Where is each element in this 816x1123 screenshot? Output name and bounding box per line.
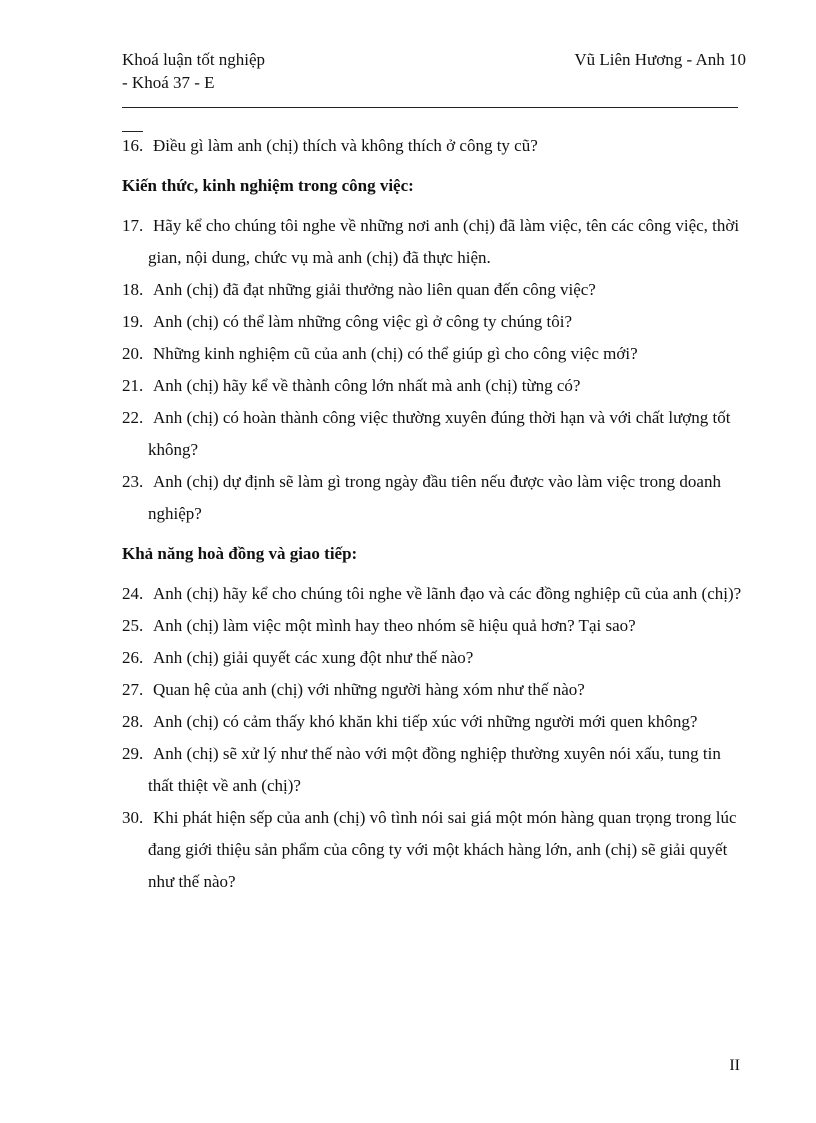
question-number: 22. [122, 408, 144, 427]
question-text: Hãy kể cho chúng tôi nghe về những nơi anh (chị) đã làm việc, tên các công việc, thời gian, nội dung, chức vụ mà anh (chị) đã thực hiện. [148, 216, 740, 267]
question-text: Anh (chị) giải quyết các xung đột như thế nào? [153, 648, 474, 667]
question-item [122, 306, 746, 338]
page-number: II [729, 1057, 740, 1074]
question-item [122, 466, 746, 530]
question-item [122, 130, 746, 162]
question-item [122, 370, 746, 402]
question-text: Anh (chị) hãy kể cho chúng tôi nghe về lãnh đạo và các đồng nghiệp cũ của anh (chị)? [153, 584, 742, 603]
question-item [122, 738, 746, 802]
document-body [122, 130, 746, 898]
question-text: Anh (chị) hãy kể về thành công lớn nhất mà anh (chị) từng có? [153, 376, 581, 395]
question-number: 16. [122, 136, 144, 155]
question-text: Anh (chị) làm việc một mình hay theo nhóm sẽ hiệu quả hơn? Tại sao? [153, 616, 636, 635]
section-title-communication: Khả năng hoà đồng và giao tiếp: [122, 544, 358, 563]
question-number: 23. [122, 472, 144, 491]
header-course: - Khoá 37 - E [122, 73, 215, 92]
section-title-experience: Kiến thức, kinh nghiệm trong công việc: [122, 176, 414, 195]
question-number: 21. [122, 376, 144, 395]
question-item [122, 338, 746, 370]
question-text: Anh (chị) có cảm thấy khó khăn khi tiếp xúc với những người mới quen không? [153, 712, 698, 731]
question-item [122, 674, 746, 706]
question-text: Anh (chị) sẽ xử lý như thế nào với một đồng nghiệp thường xuyên nói xấu, tung tin thất thiệt về anh (chị)? [148, 744, 721, 795]
question-item [122, 610, 746, 642]
question-number: 28. [122, 712, 144, 731]
question-text: Anh (chị) đã đạt những giải thưởng nào liên quan đến công việc? [153, 280, 596, 299]
question-text: Anh (chị) có thể làm những công việc gì ở công ty chúng tôi? [153, 312, 573, 331]
question-item [122, 578, 746, 610]
question-number: 18. [122, 280, 144, 299]
question-number: 26. [122, 648, 144, 667]
question-number: 27. [122, 680, 144, 699]
question-item [122, 210, 746, 274]
header-thesis-title: Khoá luận tốt nghiệp [122, 50, 266, 69]
question-item [122, 642, 746, 674]
question-number: 19. [122, 312, 144, 331]
question-item [122, 802, 746, 898]
question-text: Khi phát hiện sếp của anh (chị) vô tình nói sai giá một món hàng quan trọng trong lúc đang giới thiệu sản phẩm của công ty với một khách hàng lớn, anh (chị) sẽ giải quyết như thế nào? [148, 808, 737, 891]
question-item [122, 274, 746, 306]
header-left [122, 48, 265, 94]
question-text: Anh (chị) có hoàn thành công việc thường xuyên đúng thời hạn và với chất lượng tốt không? [148, 408, 731, 459]
question-text: Quan hệ của anh (chị) với những người hàng xóm như thế nào? [153, 680, 585, 699]
header-author: Vũ Liên Hương - Anh 10 [574, 50, 746, 69]
question-item [122, 706, 746, 738]
question-number: 17. [122, 216, 144, 235]
question-number: 25. [122, 616, 144, 635]
question-number: 20. [122, 344, 144, 363]
question-item [122, 402, 746, 466]
header-divider [122, 107, 738, 108]
question-number: 24. [122, 584, 144, 603]
question-number: 29. [122, 744, 144, 763]
question-text: Anh (chị) dự định sẽ làm gì trong ngày đầu tiên nếu được vào làm việc trong doanh nghiệp? [148, 472, 721, 523]
question-number: 30. [122, 808, 144, 827]
question-text: Những kinh nghiệm cũ của anh (chị) có thể giúp gì cho công việc mới? [153, 344, 638, 363]
question-text: Điều gì làm anh (chị) thích và không thích ở công ty cũ? [153, 136, 538, 155]
